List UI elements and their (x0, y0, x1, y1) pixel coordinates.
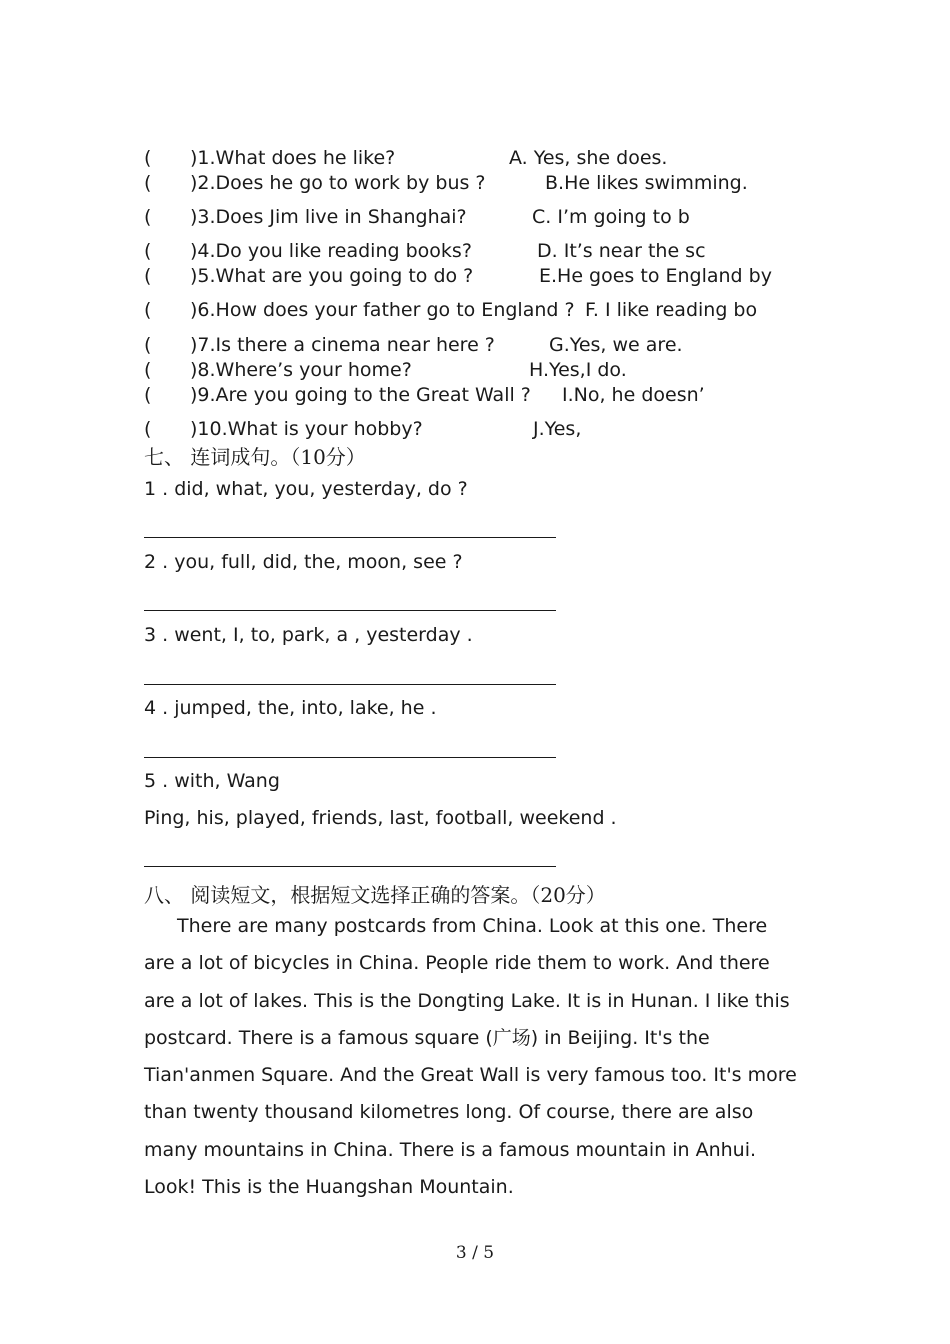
matching-answer: J.Yes, (533, 418, 582, 440)
section-8-title: 八、 阅读短文，根据短文选择正确的答案。（20分） (144, 883, 606, 907)
ordering-item: 4 . jumped, the, into, lake, he . (144, 697, 437, 719)
passage-line: Tian'anmen Square. And the Great Wall is very famous too. It's more (144, 1064, 797, 1087)
answer-paren: ( (144, 384, 152, 406)
matching-answer: I.No, he doesn’ (562, 384, 705, 406)
matching-question: )1.What does he like? (190, 147, 396, 169)
matching-question: )6.How does your father go to England ? (190, 299, 575, 321)
matching-question: )10.What is your hobby? (190, 418, 423, 440)
matching-question: )2.Does he go to work by bus ? (190, 172, 486, 194)
ordering-item: Ping, his, played, friends, last, football, weekend . (144, 807, 617, 829)
answer-line (144, 757, 556, 758)
answer-paren: ( (144, 359, 152, 381)
answer-paren: ( (144, 172, 152, 194)
matching-answer: C. I’m going to b (532, 206, 690, 228)
ordering-item: 5 . with, Wang (144, 770, 280, 792)
answer-paren: ( (144, 299, 152, 321)
matching-answer: D. It’s near the sc (537, 240, 706, 262)
answer-line (144, 684, 556, 685)
matching-answer: H.Yes,I do. (529, 359, 627, 381)
answer-paren: ( (144, 418, 152, 440)
ordering-item: 2 . you, full, did, the, moon, see ? (144, 551, 463, 573)
matching-question: )5.What are you going to do ? (190, 265, 474, 287)
passage-line: Look! This is the Huangshan Mountain. (144, 1176, 514, 1199)
matching-question: )8.Where’s your home? (190, 359, 412, 381)
ordering-item: 1 . did, what, you, yesterday, do ? (144, 478, 468, 500)
passage-line: many mountains in China. There is a famous mountain in Anhui. (144, 1138, 757, 1161)
matching-question: )4.Do you like reading books? (190, 240, 472, 262)
section-7-title: 七、 连词成句。（10分） (144, 445, 366, 469)
matching-question: )7.Is there a cinema near here ? (190, 334, 495, 356)
answer-line (144, 537, 556, 538)
answer-line (144, 610, 556, 611)
passage-line: are a lot of lakes. This is the Dongting Lake. It is in Hunan. I like this (144, 989, 790, 1012)
matching-answer: B.He likes swimming. (545, 172, 748, 194)
passage-line: than twenty thousand kilometres long. Of course, there are also (144, 1101, 754, 1124)
passage-line: are a lot of bicycles in China. People ride them to work. And there (144, 952, 770, 975)
answer-paren: ( (144, 206, 152, 228)
matching-answer: F. I like reading bo (585, 299, 758, 321)
answer-paren: ( (144, 265, 152, 287)
answer-paren: ( (144, 147, 152, 169)
answer-paren: ( (144, 240, 152, 262)
ordering-item: 3 . went, I, to, park, a , yesterday . (144, 624, 473, 646)
page-number: 3 / 5 (455, 1243, 495, 1263)
matching-answer: A. Yes, she does. (509, 147, 668, 169)
answer-paren: ( (144, 334, 152, 356)
answer-line (144, 866, 556, 867)
passage-line: postcard. There is a famous square (广场) in Beijing. It's the (144, 1026, 710, 1049)
matching-question: )3.Does Jim live in Shanghai? (190, 206, 467, 228)
passage-line: There are many postcards from China. Look at this one. There (177, 915, 768, 937)
reading-passage (144, 908, 814, 1206)
matching-answer: G.Yes, we are. (549, 334, 683, 356)
matching-answer: E.He goes to England by (539, 265, 772, 287)
matching-question: )9.Are you going to the Great Wall ? (190, 384, 531, 406)
